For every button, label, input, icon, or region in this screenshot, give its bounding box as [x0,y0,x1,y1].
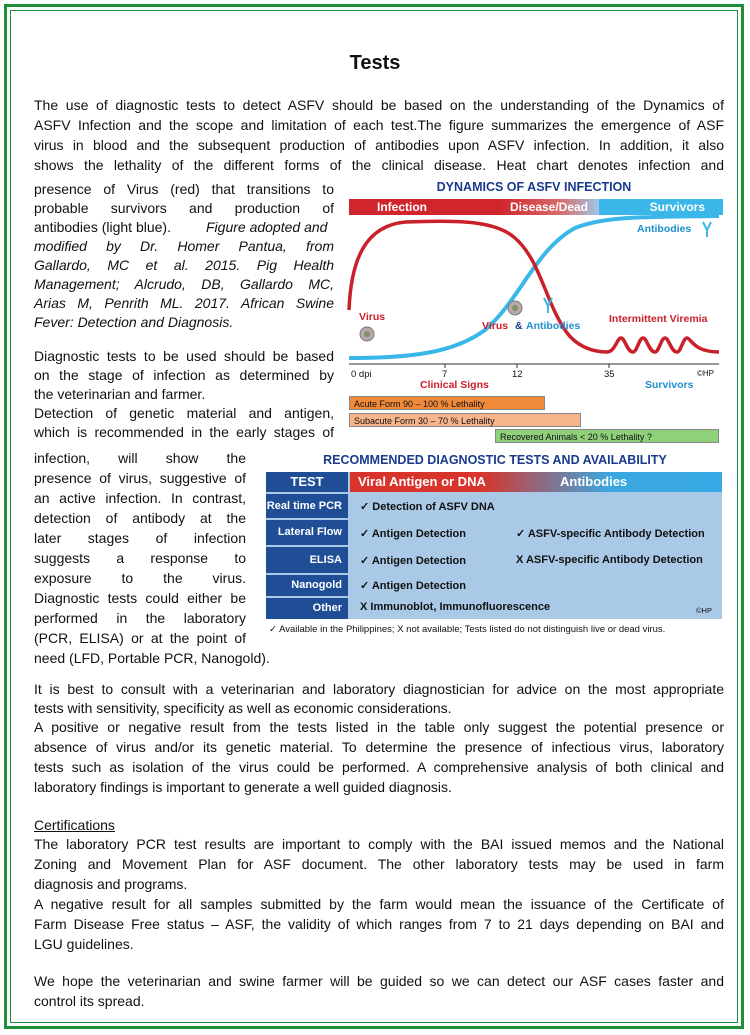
text-line: ASFV Infection and the scope and limitation of each test.The figure summarizes the emergence of ASF [34,117,724,133]
tests-table-title: RECOMMENDED DIAGNOSTIC TESTS AND AVAILABILITY [323,453,667,467]
text-line: Diagnostic tests could either be [34,590,246,606]
text-line: virus in blood and the subsequent production of antibodies upon ASFV infection. In addition, it also [34,137,724,153]
text-line: the veterinarian and farmer. [34,386,206,402]
band-disease: Disease/Dead [499,199,599,215]
antibodies-label-2: Antibodies [526,320,581,332]
cell-viral: X Immunoblot, Immunofluorescence [360,601,551,613]
antibody-y-icon [703,222,711,237]
cell-viral: ✓ Antigen Detection [360,528,466,540]
copyright: ©HP [696,606,712,615]
header-viral-antibody [350,472,722,492]
cell-viral: ✓ Antigen Detection [360,555,466,567]
text-line-italic: modified by Dr. Homer Pantua, from [34,238,334,254]
dynamics-title: DYNAMICS OF ASFV INFECTION [436,180,632,194]
virus-core [364,331,370,337]
text-line: control its spread. [34,993,145,1009]
text-line: It is best to consult with a veterinarian and laboratory diagnostician for advice on the most appropriate [34,681,724,697]
copyright: ©HP [697,369,715,378]
row-label-elisa: ELISA [266,547,348,573]
row-label-other: Other [266,598,348,619]
text-line: detection of antibody at the [34,510,246,526]
virus-and-label: Virus [482,320,509,332]
text-line: infection, will show the [34,450,246,466]
dynamics-figure [345,180,723,446]
text-line: presence of Virus (red) that transitions to [34,181,334,197]
text-line: an active infection. In contrast, [34,490,246,506]
row-label-nanogold: Nanogold [266,575,348,596]
text-line: suggests a response to [34,550,246,566]
text-line: A positive or negative result from the tests listed in the table only suggest the potential presence or [34,719,724,735]
tick-label: 0 dpi [351,369,372,380]
intermittent-viremia-label: Intermittent Viremia [609,313,708,325]
text-line: Diagnostic tests to be used should be based [34,348,334,364]
virus-label: Virus [359,311,386,323]
text-line: laboratory findings is important to generate a well guided diagnosis. [34,779,452,795]
text-line-italic: Figure adopted and [206,219,328,235]
text-line-italic: Fever: Detection and Diagnosis. [34,314,234,330]
cell-viral: ✓ Detection of ASFV DNA [360,501,495,513]
text-line-italic: Arias M, Penrith ML. 2017. African Swine [34,295,334,311]
text-line: Zoning and Movement Plan for ASF document. The other laboratory tests may be used in farm [34,856,724,872]
tick-label: 12 [512,369,523,380]
text-line: performed in the laboratory [34,610,246,626]
text-line: need (LFD, Portable PCR, Nanogold). [34,650,270,666]
cell-antibody: ✓ ASFV-specific Antibody Detection [516,528,705,540]
text-line: We hope the veterinarian and swine farmer will be guided so we can detect our ASF cases faster and [34,973,724,989]
text-line: on the stage of infection as determined by [34,367,334,383]
cell-viral: ✓ Antigen Detection [360,580,466,592]
text-line: The use of diagnostic tests to detect ASFV should be based on the understanding of the Dynamics of [34,97,724,113]
text-line: later stages of infection [34,530,246,546]
band-infection: Infection [349,199,499,215]
text-line: Farm Disease Free status – ASF, the validity of which ranges from 7 to 21 days depending on BAI and [34,916,724,932]
text-line: (PCR, ELISA) or at the point of [34,630,246,646]
text-line-italic: Management; Alcrudo, DB, Gallardo MC, [34,276,334,292]
text-line: presence of virus, suggestive of [34,470,246,486]
text-line: tests with sensitivity, specificity as well as economic considerations. [34,700,452,716]
ampersand-label: & [515,320,523,332]
virus-core [512,305,518,311]
clinical-signs-label: Clinical Signs [420,379,489,391]
text-line: antibodies (light blue). [34,219,171,235]
text-line: The laboratory PCR test results are important to comply with the BAI issued memos and the National [34,836,724,852]
text-line: tests such as isolation of the virus could be performed. A comprehensive analysis of both clinical and [34,759,724,775]
page-title: Tests [349,52,401,74]
antibodies-label: Antibodies [637,223,692,235]
text-line: diagnosis and programs. [34,876,188,892]
tests-table-footnote: ✓ Available in the Philippines; X not available; Tests listed do not distinguish live or dead virus. [269,624,666,635]
survivors-label: Survivors [645,379,694,391]
cell-antibody: X ASFV-specific Antibody Detection [516,554,703,566]
text-line: which is recommended in the early stages of [34,424,334,440]
text-line: absence of virus and/or its genetic material. To determine the presence of infectious virus, laboratory [34,739,724,755]
band-survivors: Survivors [599,199,723,215]
tests-table-figure [264,453,726,641]
subacute-form-bar: Subacute Form 30 – 70 % Lethality [349,413,581,427]
certifications-heading: Certifications [34,817,115,833]
virus-curve [349,221,719,352]
recovered-bar: Recovered Animals < 20 % Lethality ? [495,429,719,443]
header-test: TEST [266,472,348,492]
text-line: LGU guidelines. [34,936,134,952]
tick-label: 7 [442,369,448,380]
text-line: shows the lethality of the different forms of the clinical disease. Heat chart denotes infection and [34,157,724,173]
text-line-italic: Gallardo, MC et al. 2015. Pig Health [34,257,334,273]
row-label-real-time-pcr: Real time PCR [266,494,348,518]
acute-form-bar: Acute Form 90 – 100 % Lethality [349,396,545,410]
row-label-lateral-flow: Lateral Flow [266,520,348,545]
text-line: exposure to the virus. [34,570,246,586]
tick-label: 35 [604,369,615,380]
text-line: A negative result for all samples submitted by the farm would mean the issuance of the Certificate of [34,896,724,912]
text-line: Detection of genetic material and antigen, [34,405,334,421]
header-viral: Viral Antigen or DNA [358,474,486,489]
tests-table [266,472,722,619]
text-line: probable survivors and production of [34,200,334,216]
header-antibodies: Antibodies [560,474,628,489]
